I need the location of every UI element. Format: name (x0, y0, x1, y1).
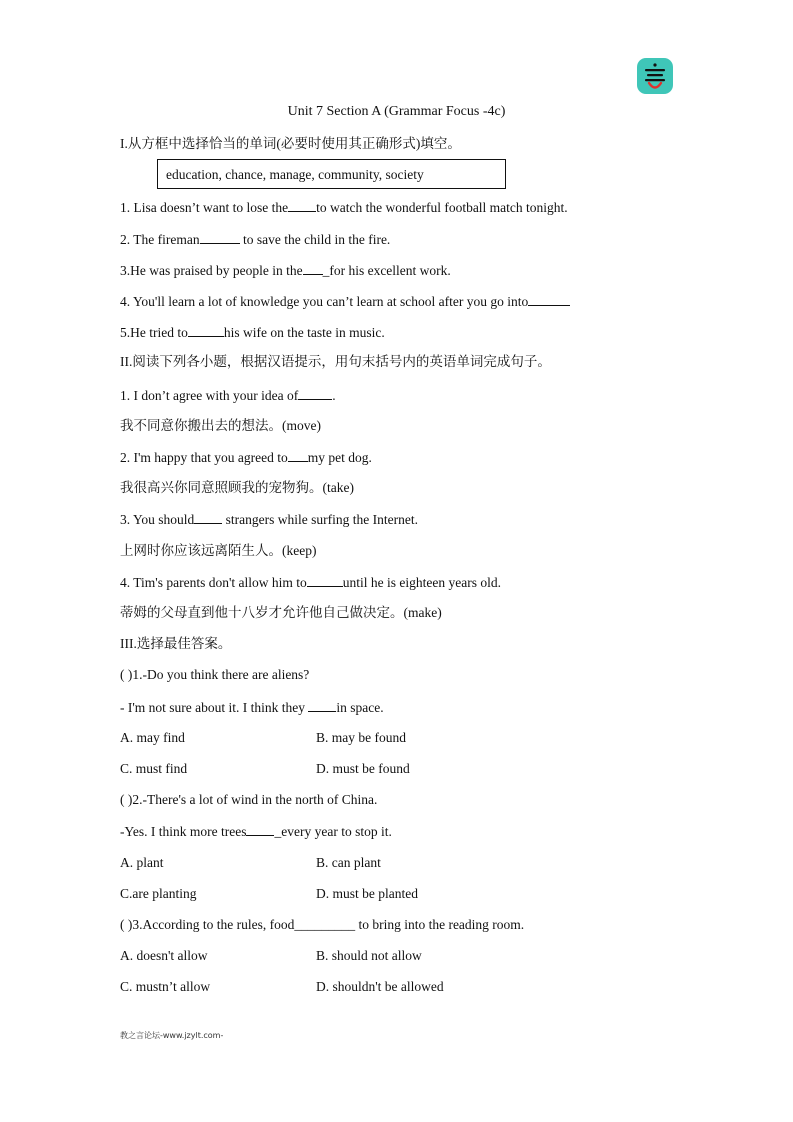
option-d[interactable]: D. must be found (316, 761, 410, 776)
part1-item-5: 5.He tried to his wife on the taste in music. (120, 325, 385, 340)
part2-hint-4: 蒂姆的父母直到他十八岁才允许他自己做决定。(make) (120, 605, 442, 620)
part2-heading: II.阅读下列各小题，根据汉语提示，用句末括号内的英语单词完成句子。 (120, 354, 551, 369)
part2-item-3: 3. You should strangers while surfing the Internet. (120, 512, 418, 527)
part2-item-2: 2. I'm happy that you agreed to my pet dog. (120, 450, 372, 465)
part2-hint-2: 我很高兴你同意照顾我的宠物狗。(take) (120, 480, 354, 495)
question-1-stem-2: - I'm not sure about it. I think they in space. (120, 700, 384, 715)
option-b[interactable]: B. may be found (316, 730, 406, 745)
question-1-stem: ( )1.-Do you think there are aliens? (120, 667, 310, 682)
answer-blank[interactable] (308, 699, 336, 712)
question-1-options-row-1 (120, 730, 406, 746)
answer-blank[interactable] (194, 511, 222, 524)
option-d[interactable]: D. shouldn't be allowed (316, 979, 444, 994)
question-2-options-row-2 (120, 886, 418, 902)
part1-item-3: 3.He was praised by people in the _for his excellent work. (120, 263, 451, 278)
part2-item-1: 1. I don’t agree with your idea of . (120, 388, 336, 403)
option-d[interactable]: D. must be planted (316, 886, 418, 901)
option-a[interactable]: A. plant (120, 855, 164, 870)
question-3-stem: ( )3.According to the rules, food_________ to bring into the reading room. (120, 917, 525, 932)
document-title: Unit 7 Section A (Grammar Focus -4c) (287, 104, 506, 119)
part3-heading: III.选择最佳答案。 (120, 636, 232, 651)
answer-blank[interactable] (288, 199, 316, 212)
question-2-stem-2: -Yes. I think more trees _every year to stop it. (120, 824, 392, 839)
word-box-text: education, chance, manage, community, society (166, 167, 424, 182)
part2-hint-3: 上网时你应该远离陌生人。(keep) (120, 543, 317, 558)
answer-blank[interactable] (307, 574, 343, 587)
option-a[interactable]: A. may find (120, 730, 185, 745)
option-a[interactable]: A. doesn't allow (120, 948, 208, 963)
answer-blank[interactable] (188, 324, 224, 337)
answer-blank[interactable] (298, 387, 332, 400)
part1-item-2: 2. The fireman to save the child in the fire. (120, 232, 391, 247)
part2-hint-1: 我不同意你搬出去的想法。(move) (120, 418, 321, 433)
question-2-options-row-1 (120, 855, 381, 871)
answer-blank[interactable] (200, 231, 240, 244)
option-c[interactable]: C. mustn’t allow (120, 979, 211, 994)
question-3-options-row-1 (120, 948, 422, 964)
footer-source: 教之言论坛-www.jzylt.com- (120, 1031, 224, 1040)
part1-heading: I.从方框中选择恰当的单词(必要时使用其正确形式)填空。 (120, 136, 461, 151)
answer-blank[interactable] (246, 823, 274, 836)
word-box (157, 159, 506, 189)
part1-item-1: 1. Lisa doesn’t want to lose the to watch the wonderful football match tonight. (120, 200, 568, 215)
option-b[interactable]: B. can plant (316, 855, 381, 870)
part2-item-4: 4. Tim's parents don't allow him to until he is eighteen years old. (120, 575, 501, 590)
option-c[interactable]: C.are planting (120, 886, 197, 901)
answer-blank[interactable] (303, 262, 323, 275)
answer-blank[interactable] (288, 449, 308, 462)
part1-item-4: 4. You'll learn a lot of knowledge you can’t learn at school after you go into (120, 293, 570, 310)
answer-blank[interactable] (528, 293, 570, 306)
question-1-options-row-2 (120, 761, 410, 777)
app-logo-icon (637, 58, 673, 94)
option-c[interactable]: C. must find (120, 761, 188, 776)
question-2-stem: ( )2.-There's a lot of wind in the north of China. (120, 792, 378, 807)
question-3-options-row-2 (120, 979, 444, 995)
option-b[interactable]: B. should not allow (316, 948, 422, 963)
